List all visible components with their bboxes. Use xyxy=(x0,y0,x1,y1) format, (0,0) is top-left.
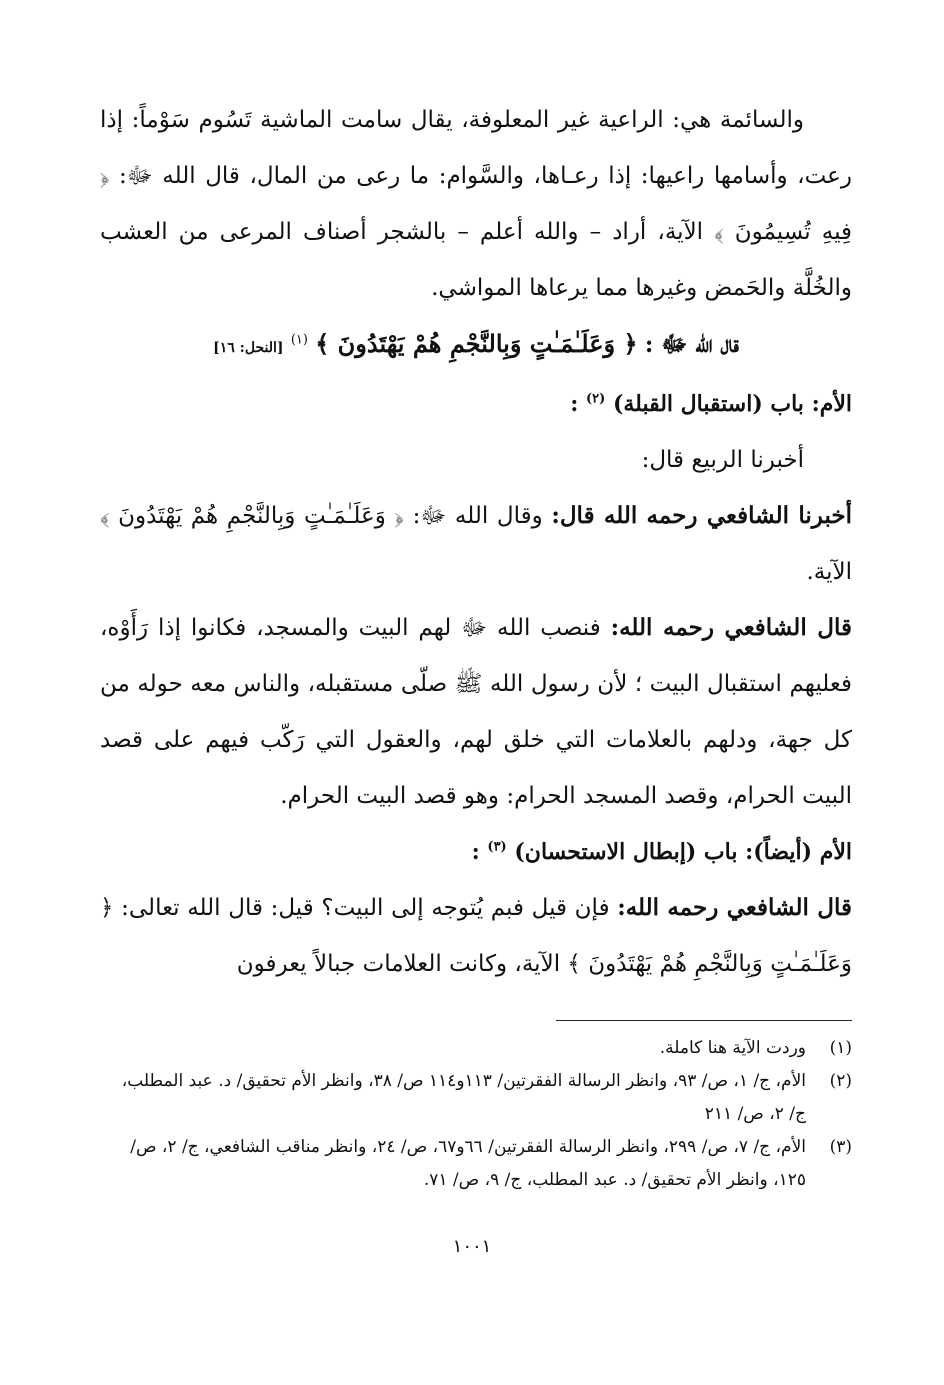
footnote-marker-1: (١) xyxy=(290,332,308,348)
footnote-text: الأم، ج/ ١، ص/ ٩٣، وانظر الرسالة الفقرتين/ ١١٣و١١٤ ص/ ٣٨، وانظر الأم تحقيق/ د. عبد المطلب، ج/ ٢، ص/ ٢١١ xyxy=(121,1071,806,1124)
paragraph-shafii-report xyxy=(100,488,852,600)
quran-intro: قال الله ﷻ : xyxy=(644,331,739,358)
footnote-1 xyxy=(100,1032,852,1065)
footnote-number: (٢) xyxy=(829,1071,852,1091)
heading-colon: : xyxy=(471,839,480,865)
footnote-number: (١) xyxy=(829,1038,852,1058)
footnote-number: (٣) xyxy=(829,1137,852,1157)
footnote-text: وردت الآية هنا كاملة. xyxy=(659,1038,806,1058)
footnote-marker-2: (٢) xyxy=(585,391,606,407)
paragraph-shafii-qiblah xyxy=(100,600,852,824)
footnote-3 xyxy=(100,1131,852,1197)
chapter-heading-istihsan xyxy=(100,824,852,880)
quran-citation xyxy=(100,316,852,376)
chapter-title: الأم: باب (استقبال القبلة) xyxy=(612,391,852,417)
footnote-text: الأم، ج/ ٧، ص/ ٢٩٩، وانظر الرسالة الفقرتين/ ٦٦و٦٧، ص/ ٢٤، وانظر مناقب الشافعي، ج/ ٢، ص/ ١٢٥، وانظر الأم تحقيق/ د. عبد المطلب، ج/ ٩، ص/ ٧١. xyxy=(130,1137,806,1190)
footnote-2 xyxy=(100,1065,852,1131)
footnotes xyxy=(100,1032,852,1197)
footnote-separator xyxy=(556,1020,852,1021)
speaker-label: قال الشافعي رحمه الله: xyxy=(617,894,852,921)
quran-verse: ﴿ وَعَلَـٰمَـٰتٍ وَبِالنَّجْمِ هُمْ يَهْتَدُونَ ﴾ xyxy=(315,329,638,358)
paragraph-text: فإن قيل فبم يُتوجه إلى البيت؟ قيل: قال الله تعالى: ﴿ وَعَلَـٰمَـٰتٍ وَبِالنَّجْمِ هُمْ يَهْتَدُونَ ﴾ الآية، وكانت العلامات جبالاً يعرفون xyxy=(100,895,852,977)
paragraph-text: وقال الله ﷻ: ﴿ وَعَلَـٰمَـٰتٍ وَبِالنَّجْمِ هُمْ يَهْتَدُونَ ﴾ الآية. xyxy=(100,503,852,585)
speaker-label: أخبرنا الشافعي رحمه الله قال: xyxy=(551,502,852,529)
footnote-marker-3: (٣) xyxy=(487,839,507,855)
page-number: ١٠٠١ xyxy=(452,1236,492,1257)
chapter-heading-qiblah xyxy=(100,376,852,432)
paragraph-shafii-question xyxy=(100,880,852,992)
page-body xyxy=(100,92,852,992)
speaker-label: قال الشافعي رحمه الله: xyxy=(610,614,852,641)
heading-colon: : xyxy=(570,391,579,417)
chapter-title: الأم (أيضاً): باب (إبطال الاستحسان) xyxy=(514,839,852,865)
paragraph-text: فنصب الله ﷻ لهم البيت والمسجد، فكانوا إذا رَأَوْه، فعليهم استقبال البيت ؛ لأن رسول الله ﷺ صلّى مستقبله، والناس معه حوله من كل جهة، ودلهم بالعلامات التي خلق لهم، والعقول التي رَكّب فيهم على قصد البيت الحرام، وقصد المسجد الحرام: وهو قصد البيت الحرام. xyxy=(100,615,852,809)
paragraph-saimah: والسائمة هي: الراعية غير المعلوفة، يقال سامت الماشية تَسُوم سَوْماً: إذا رعت، وأسامها راعيها: إذا رعـاها، والسَّوام: ما رعى من المال، قال الله ﷻ: ﴿ فِيهِ تُسِيمُونَ ﴾ الآية، أراد – والله أعلم – بالشجر أصناف المرعى من العشب والخُلَّة والحَمض وغيرها مما يرعاها المواشي. xyxy=(100,107,852,301)
surah-reference: [النحل: ١٦] xyxy=(213,340,284,356)
paragraph-rabi: أخبرنا الربيع قال: xyxy=(641,447,804,473)
